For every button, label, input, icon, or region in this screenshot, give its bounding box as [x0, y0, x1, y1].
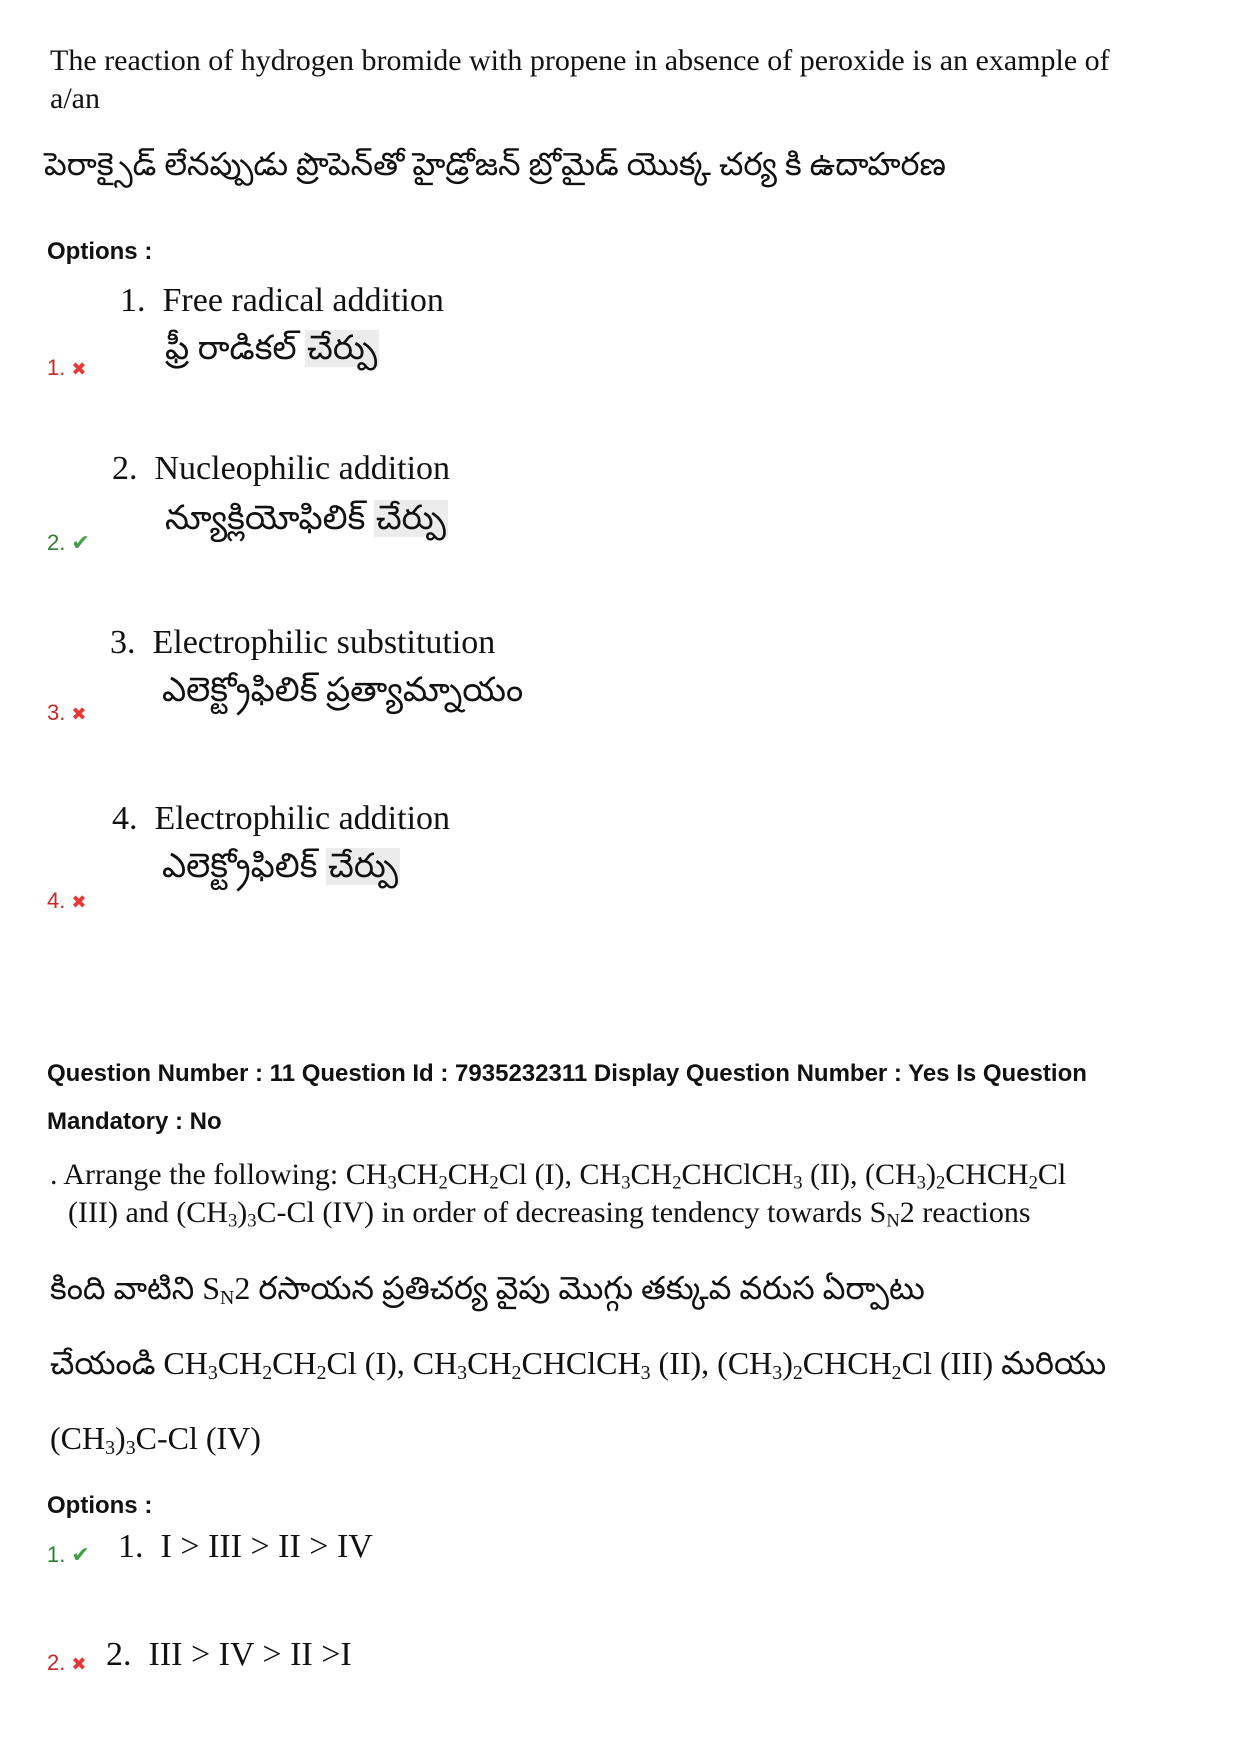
check-icon: ✔: [71, 1542, 90, 1567]
q11-option-2-label: [47, 1650, 86, 1676]
option-3-telugu: ఎలెక్ట్రోఫిలిక్ ప్రత్యామ్నాయం: [162, 672, 524, 709]
option-4-telugu-highlight: చేర్పు: [327, 848, 399, 885]
option-3-english: Electrophilic substitution: [152, 624, 496, 661]
question-11-text-te-line3: $(CH_3)_3C-Cl$ (IV): [50, 1420, 261, 1459]
question-meta-line1: Question Number : 11 Question Id : 7935232311 Display Question Number : Yes Is Question: [47, 1060, 1087, 1087]
option-1-text-te: [165, 330, 379, 376]
cross-icon: ✖: [71, 892, 87, 912]
option-4-text-en: [112, 800, 450, 838]
question-11-text-en-line1: . Arrange the following: $CH_3CH_2CH_2Cl$ (I), $CH_3CH_2CHClCH_3$ (II), $(CH_3)_2CHCH_2Cl$: [50, 1158, 1067, 1194]
question-text-en-line1: The reaction of hydrogen bromide with propene in absence of peroxide is an example of: [50, 44, 1110, 77]
option-2-text-te: [165, 500, 448, 546]
option-2-telugu-highlight: చేర్పు: [375, 500, 446, 537]
option-2-telugu: న్యూక్లియోఫిలిక్: [165, 500, 366, 537]
option-1-telugu-highlight: చేర్పు: [307, 330, 378, 367]
option-2-label: [47, 530, 90, 556]
option-4-text-te: [162, 848, 400, 894]
option-3-inner-number: 3.: [110, 624, 136, 661]
option-4-number: 4.: [47, 888, 66, 913]
option-4-inner-number: 4.: [112, 800, 138, 837]
question-11-text-te-line2: చేయండి $CH_3CH_2CH_2Cl$ (I), $CH_3CH_2CHClCH_3$ (II), $(CH_3)_2CHCH_2Cl$ (III) మరియు: [50, 1345, 1107, 1384]
option-4-label: [47, 888, 86, 914]
option-4-telugu: ఎలెక్ట్రోఫిలిక్: [162, 848, 318, 885]
question-11-te-part3: చేయండి: [50, 1345, 156, 1381]
option-1-telugu: ఫ్రీ రాడికల్: [165, 330, 297, 367]
question-text-te: పెరాక్సైడ్ లేనప్పుడు ప్రొపెన్‌తో హైడ్రోజన్ బ్రోమైడ్ యొక్క చర్య కి ఉదాహరణ: [44, 146, 946, 182]
option-2-inner-number: 2.: [112, 450, 138, 487]
question-11-te-part4: మరియు: [1001, 1345, 1107, 1381]
q11-option-1-number: 1.: [47, 1542, 66, 1567]
option-3-label: [47, 700, 86, 726]
q11-option-1-text: 1. I > III > II > IV: [118, 1528, 373, 1565]
option-1-english: Free radical addition: [162, 282, 444, 319]
question-11-text-en-line2: (III) and $(CH_3)_3C-Cl$ (IV) in order of decreasing tendency towards $S_N2$ reactions: [68, 1196, 1031, 1232]
check-icon: ✔: [71, 530, 90, 555]
question-meta-line2: Mandatory : No: [47, 1108, 222, 1135]
options-label: Options :: [47, 238, 153, 265]
question-11-text-te-line1: కింది వాటిని $S_N2$ రసాయన ప్రతిచర్య వైపు మొగ్గు తక్కువ వరుస ఏర్పాటు: [50, 1270, 925, 1309]
option-3-text-en: [110, 624, 495, 662]
option-2-english: Nucleophilic addition: [154, 450, 451, 487]
option-1-text-en: [120, 282, 444, 320]
option-1-number: 1.: [47, 355, 66, 380]
question-text-en-line2: a/an: [50, 82, 100, 115]
option-4-english: Electrophilic addition: [154, 800, 451, 837]
cross-icon: ✖: [71, 359, 87, 379]
question-11-te-part1: కింది వాటిని: [50, 1270, 195, 1306]
q11-option-2-text: 2. III > IV > II >I: [106, 1636, 352, 1673]
cross-icon: ✖: [71, 1654, 87, 1674]
options-label-q11: Options :: [47, 1492, 153, 1519]
option-1-inner-number: 1.: [120, 282, 146, 319]
option-1-label: [47, 355, 86, 381]
q11-option-1-label: [47, 1542, 90, 1568]
question-11-te-part2: రసాయన ప్రతిచర్య వైపు మొగ్గు తక్కువ వరుస ఏర్పాటు: [258, 1270, 925, 1306]
option-2-number: 2.: [47, 530, 66, 555]
option-2-text-en: [112, 450, 450, 488]
option-3-text-te: [162, 672, 523, 718]
cross-icon: ✖: [71, 704, 87, 724]
option-3-number: 3.: [47, 700, 66, 725]
q11-option-2-number: 2.: [47, 1650, 66, 1675]
